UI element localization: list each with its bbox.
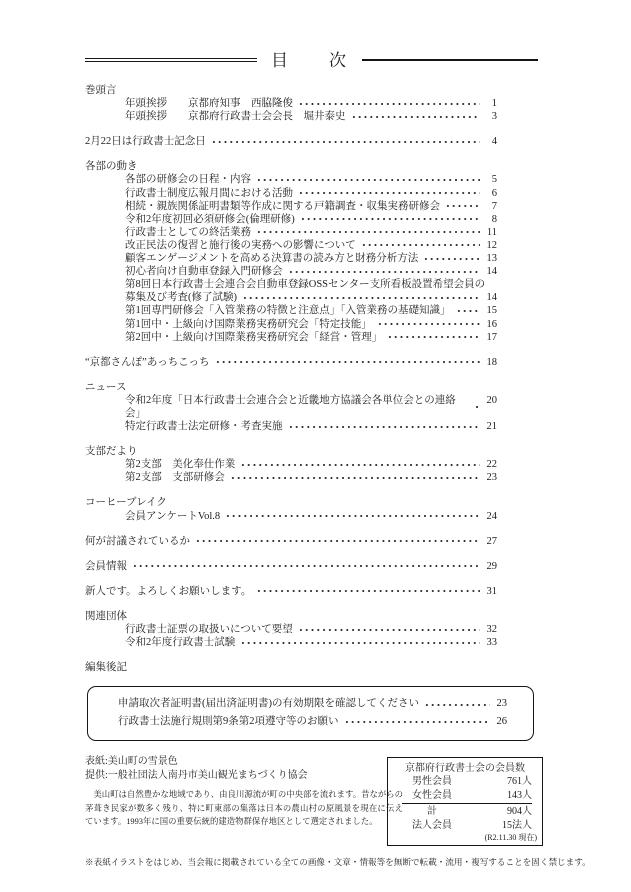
member-row-value: 15法人 [502, 819, 532, 831]
toc-entry-page: 20 [486, 394, 497, 406]
toc-section [85, 610, 497, 649]
toc-section-heading: 各部の動き [85, 161, 138, 173]
toc-entry-label: 新人です。よろしくお願いします。 [85, 585, 252, 597]
toc-section-heading: コーヒーブレイク [85, 497, 167, 509]
dot-leader [298, 99, 480, 109]
toc-entry-page: 32 [486, 624, 497, 635]
dot-leader [211, 137, 480, 147]
dot-leader [288, 267, 481, 277]
toc-header [85, 50, 583, 70]
toc-entry [85, 173, 497, 186]
toc-entry-label: 相続・親族関係証明書類等作成に関する戸籍調査・収集実務研修会 [125, 200, 440, 212]
toc-entry-label: 第2支部 美化奉仕作業 [125, 459, 236, 471]
toc-section-heading: 関連団体 [85, 610, 127, 622]
toc-entry-page: 3 [491, 111, 497, 123]
toc-entry-label: 申請取次者証明書(届出済証明書)の有効期限を確認してください [118, 698, 419, 710]
toc-entry [85, 226, 497, 239]
toc-entry [85, 213, 497, 226]
toc-entry-label: 第2支部 支部研修会 [125, 472, 225, 484]
toc-entry-label: 第2回中・上級向け国際業務実務研究会「経営・管理」 [125, 331, 383, 343]
cover-credit: 提供:一般社団法人南丹市美山観光まちづくり協会 [85, 770, 308, 782]
toc-entry [118, 715, 507, 730]
member-row-value: 143人 [507, 789, 532, 801]
dot-leader [456, 306, 481, 316]
dot-leader [298, 625, 480, 635]
toc-entry [85, 356, 497, 369]
toc-entry-page: 4 [491, 136, 497, 148]
toc-entry-label: 令和2年度「日本行政書士会連合会と近畿地方協議会各単位会との連絡会」 [125, 394, 456, 419]
dot-leader [445, 201, 480, 211]
toc-entry [85, 510, 497, 523]
toc-entry [85, 97, 497, 110]
toc-section [85, 445, 497, 484]
toc-entry-page: 1 [491, 98, 497, 110]
dot-leader [351, 112, 481, 122]
dot-leader [424, 700, 490, 710]
toc-entry-label: 令和2年度初回必須研修会(倫理研修) [125, 213, 295, 225]
toc-entry-label: 会員アンケートVol.8 [125, 510, 221, 522]
toc-section-heading: ニュース [85, 381, 127, 393]
thick-rule [362, 59, 538, 62]
dot-leader [215, 357, 480, 367]
toc-entry-page: 27 [486, 535, 497, 547]
toc-entry [85, 471, 497, 484]
bottom-section [85, 755, 543, 846]
toc-entry-page: 26 [496, 715, 507, 727]
cover-title: 表紙:美山町の雪景色 [85, 756, 178, 768]
toc-entry [85, 187, 497, 200]
toc-section [85, 585, 497, 598]
toc-entry-label: 行政書士法施行規則第9条第2項遵守等のお願い [118, 715, 339, 727]
member-row-value: 904人 [507, 806, 532, 818]
member-row-label: 女性会員 [412, 789, 452, 801]
member-row-label: 計 [427, 806, 437, 818]
toc-entry-page: 18 [486, 356, 497, 368]
toc-entry-page: 12 [486, 239, 497, 251]
toc-section [85, 135, 497, 148]
toc-entry [85, 458, 497, 471]
toc-entry-label: 令和2年度行政書士試験 [125, 637, 236, 649]
member-row-label: 法人会員 [412, 819, 452, 831]
toc-entry [85, 291, 497, 304]
dot-leader [361, 240, 480, 250]
dot-leader [256, 175, 480, 185]
toc-entry-page: 23 [496, 698, 507, 710]
toc-entry-page: 22 [486, 459, 497, 471]
toc-entry-label: 各部の研修会の日程・内容 [125, 174, 251, 186]
toc-entry [85, 200, 497, 213]
dot-leader [377, 319, 480, 329]
toc-entry-label: 募集及び考査(修了試験) [125, 292, 237, 304]
dot-leader [288, 422, 481, 432]
toc-entry-label: 行政書士証票の取扱いについて要望 [125, 624, 293, 635]
dot-leader [230, 473, 480, 483]
toc-entry [118, 697, 507, 712]
dot-leader [298, 188, 480, 198]
member-count-title: 京都府行政書士会の会員数 [405, 763, 525, 775]
double-rule [85, 58, 257, 62]
toc-entry-label: “京都さんぽ”あっちこっち [85, 356, 210, 368]
toc-entry-page: 6 [491, 187, 497, 199]
member-divider [402, 803, 532, 804]
toc-entry [85, 560, 497, 573]
member-rows [388, 775, 542, 832]
toc-entry-label: 2月22日は行政書士記念日 [85, 136, 206, 148]
dot-leader [256, 586, 480, 596]
toc-entry [85, 304, 497, 317]
toc-entry [85, 623, 497, 636]
toc-entry-page: 15 [486, 305, 497, 317]
toc-section [85, 356, 497, 369]
toc-entry-label: 第1回中・上級向け国際業務実務研究会「特定技能」 [125, 318, 372, 330]
toc-entry-page: 17 [486, 331, 497, 343]
toc-entry [85, 252, 497, 265]
toc-entry-page: 29 [486, 560, 497, 572]
toc-entry-label: 年頭挨拶 京都府行政書士会会長 堀井泰史 [125, 111, 346, 123]
toc-entry-page: 23 [486, 472, 497, 484]
toc-section [85, 535, 497, 548]
member-row [388, 789, 542, 803]
toc-entry [85, 278, 497, 291]
member-row-value: 761人 [507, 776, 532, 788]
dot-leader [132, 561, 480, 571]
toc-section [85, 560, 497, 573]
toc-section [85, 381, 497, 433]
dot-leader [225, 511, 480, 521]
toc-entry [85, 585, 497, 598]
toc-entry-label: 行政書士制度広報月間における活動 [125, 187, 293, 199]
member-count-box [387, 757, 543, 846]
dot-leader [344, 717, 491, 727]
toc-entry-label: 会員情報 [85, 560, 127, 572]
toc-entry-page: 5 [491, 174, 497, 186]
notice-box [87, 686, 534, 741]
member-row [388, 775, 542, 789]
toc-section [85, 160, 497, 343]
toc-entry [85, 535, 497, 548]
dot-leader [256, 227, 480, 237]
toc-sections [85, 84, 497, 674]
toc-entry-label: 初心者向け自動車登録入門研修会 [125, 266, 283, 278]
toc-entry [85, 636, 497, 649]
toc-entry-label: 第8回日本行政書士会連合会自動車登録OSSセンター支所看板設置希望会員の [125, 279, 486, 291]
dot-leader [240, 638, 480, 648]
dot-leader [300, 214, 480, 224]
toc-entry [85, 135, 497, 148]
toc-entry-page: 14 [486, 292, 497, 304]
dot-leader [195, 536, 480, 546]
toc-entry-page: 24 [486, 510, 497, 522]
toc-entry-page: 16 [486, 318, 497, 330]
toc-section [85, 496, 497, 522]
dot-leader [423, 254, 480, 264]
toc-section [85, 84, 497, 123]
toc-entry-page: 11 [486, 226, 497, 238]
toc-entry-label: 第1回専門研修会「入管業務の特徴と注意点」「入管業務の基礎知識」 [125, 305, 451, 317]
member-row [388, 819, 542, 833]
toc-entry [85, 265, 497, 278]
toc-entry-label: 何が討議されているか [85, 535, 190, 547]
toc-entry-page: 33 [486, 637, 497, 649]
dot-leader [474, 402, 480, 412]
cover-info [85, 755, 403, 828]
toc-entry [85, 420, 497, 433]
toc-entry [85, 239, 497, 252]
member-count-asof: (R2.11.30 現在) [484, 833, 537, 843]
toc-entry-label: 年頭挨拶 京都府知事 西脇隆俊 [125, 98, 293, 110]
cover-description: 美山町は自然豊かな地域であり、由良川源流が町の中央部を流れます。昔ながらの茅葺き民家が数多く残り、特に町東部の集落は日本の農山村の原風景を現在に伝えています。1993年に国の重要伝統的建造物群保存地区として選定されました。 [85, 790, 403, 826]
toc-entry-label: 行政書士としての終活業務 [125, 226, 251, 238]
toc-entry-label: 特定行政書士法定研修・考査実施 [125, 421, 283, 433]
toc-section [85, 661, 497, 674]
toc-entry-label: 改正民法の復習と施行後の実務への影響について [125, 239, 356, 251]
toc-section-heading: 支部だより [85, 446, 138, 458]
toc-entry-page: 13 [486, 253, 497, 265]
member-row-label: 男性会員 [412, 776, 452, 788]
toc-entry-label: 顧客エンゲージメントを高める決算書の読み方と財務分析方法 [125, 253, 419, 265]
dot-leader [242, 293, 480, 303]
toc-entry [85, 394, 497, 420]
toc-entry-page: 31 [486, 585, 497, 597]
copyright-notice: ※表紙イラストをはじめ、当会報に掲載されている全ての画像・文章・情報等を無断で転載・流用・複写することを固く禁じます。 [85, 857, 591, 868]
toc-entry [85, 331, 497, 344]
toc-entry [85, 110, 497, 123]
page-title: 目 次 [271, 50, 358, 70]
toc-entry [85, 318, 497, 331]
dot-leader [387, 332, 480, 342]
toc-section-heading: 巻頭言 [85, 85, 117, 96]
member-row [388, 805, 542, 819]
toc-entry-page: 8 [491, 213, 497, 225]
toc-entry-page: 21 [486, 421, 497, 433]
toc-section-heading: 編集後記 [85, 662, 127, 674]
toc-entry-page: 14 [486, 266, 497, 278]
toc-entry-page: 7 [491, 200, 497, 212]
dot-leader [240, 460, 480, 470]
